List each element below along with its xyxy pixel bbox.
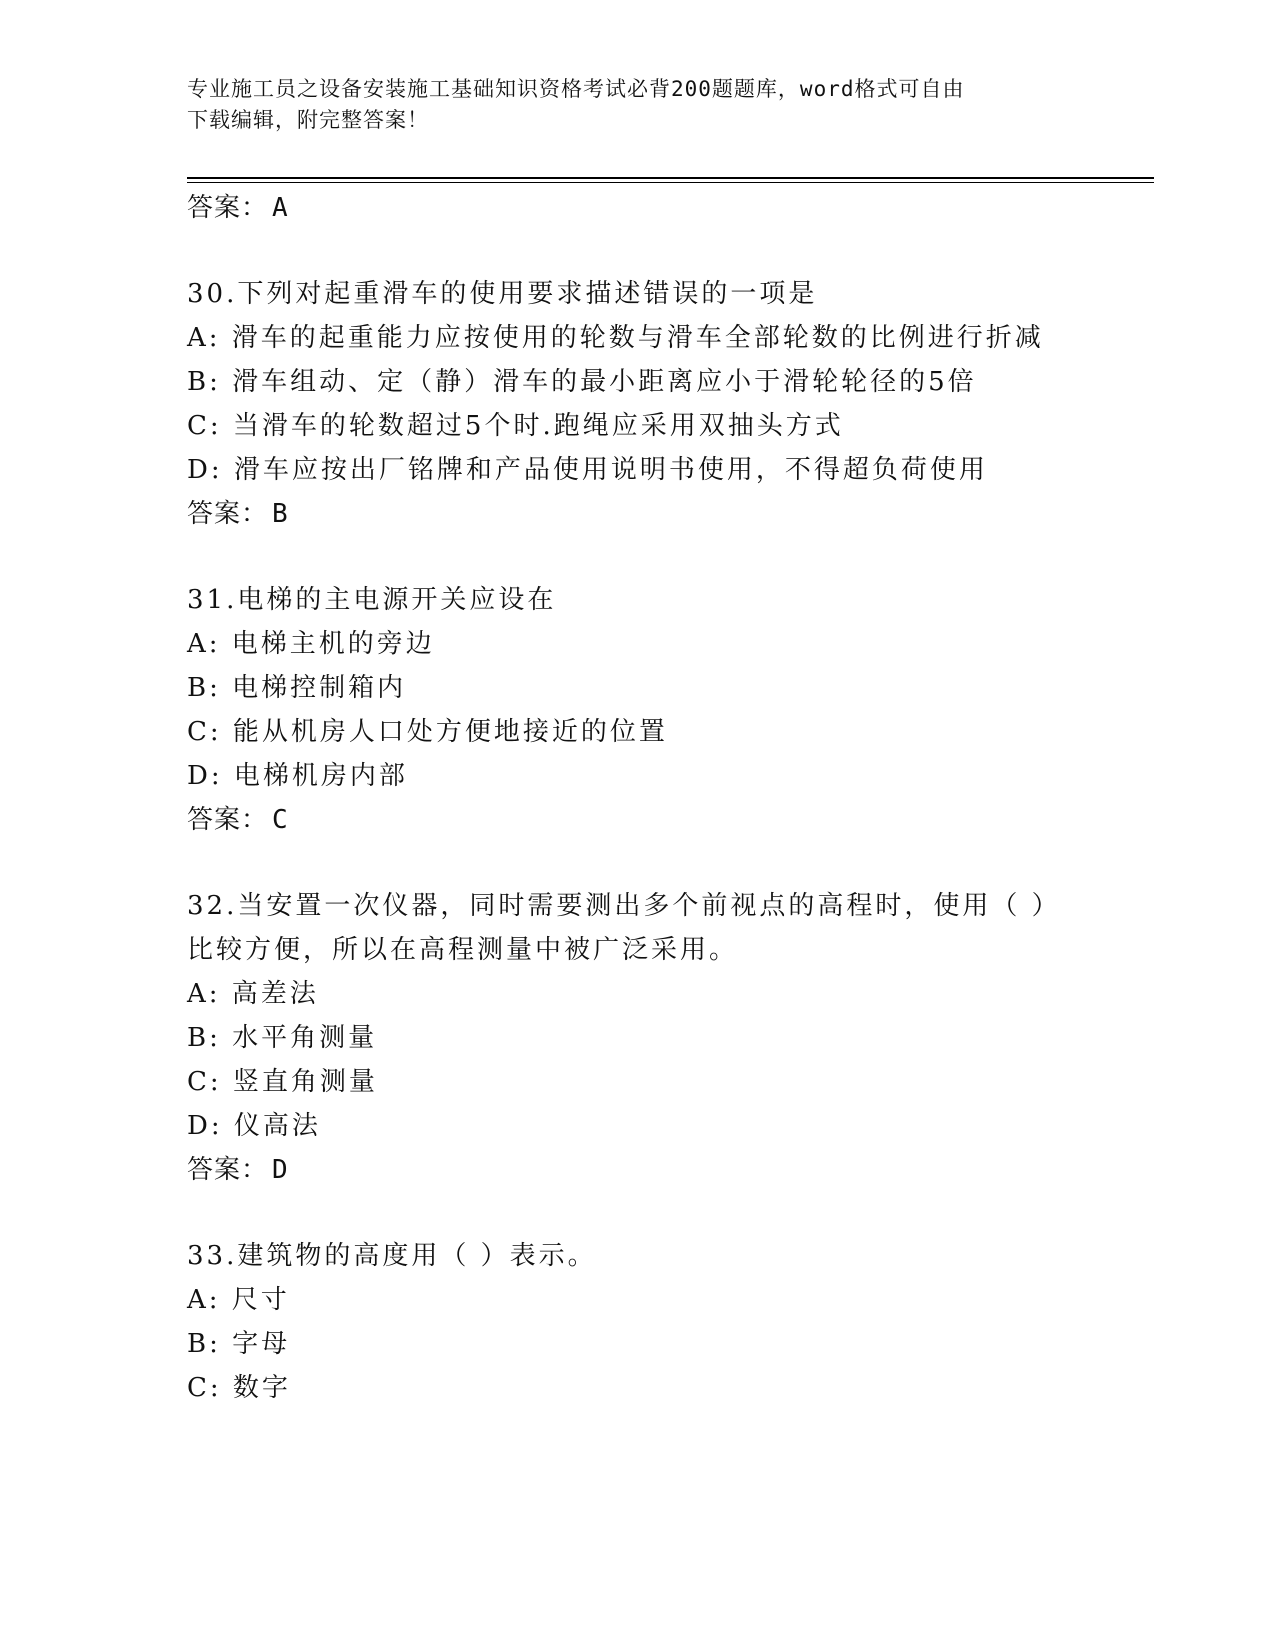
answer-label: 答案： [187,1155,269,1185]
option-d: D: 仪高法 [187,1111,321,1141]
answer-label: 答案： [187,805,269,835]
option-b: B: 水平角测量 [187,1023,378,1053]
question-stem: 31.电梯的主电源开关应设在 [187,585,557,615]
option-b: B: 滑车组动、定（静）滑车的最小距离应小于滑轮轮径的5倍 [187,367,977,397]
question-stem: 33.建筑物的高度用（ ）表示。 [187,1241,597,1271]
answer-line [187,804,289,836]
option-b: B: 电梯控制箱内 [187,673,407,703]
question-stem: 30.下列对起重滑车的使用要求描述错误的一项是 [187,279,818,309]
option-d: D: 电梯机房内部 [187,761,408,791]
header-divider-thick [187,177,1154,179]
option-a: A: 滑车的起重能力应按使用的轮数与滑车全部轮数的比例进行折减 [187,323,1044,353]
answer-label: 答案： [187,193,269,223]
option-c: C: 数字 [187,1373,291,1403]
option-c: C: 当滑车的轮数超过5个时.跑绳应采用双抽头方式 [187,411,844,441]
option-a: A: 电梯主机的旁边 [187,629,435,659]
answer-value: A [272,193,289,223]
option-a: A: 尺寸 [187,1285,290,1315]
header-line-2: 下载编辑，附完整答案！ [187,108,429,132]
answer-value: D [272,1155,289,1185]
header-divider-thin [187,182,1154,183]
answer-line [187,192,289,224]
page-header [187,74,1087,136]
question-stem-continued: 比较方便，所以在高程测量中被广泛采用。 [187,935,739,965]
option-a: A: 高差法 [187,979,319,1009]
answer-value: B [272,499,289,529]
question-stem: 32.当安置一次仪器，同时需要测出多个前视点的高程时，使用（ ） [187,891,1061,921]
answer-line [187,498,289,530]
option-c: C: 竖直角测量 [187,1067,378,1097]
option-c: C: 能从机房人口处方便地接近的位置 [187,717,668,747]
answer-value: C [272,805,289,835]
option-b: B: 字母 [187,1329,291,1359]
answer-label: 答案： [187,499,269,529]
answer-line [187,1154,289,1186]
option-d: D: 滑车应按出厂铭牌和产品使用说明书使用，不得超负荷使用 [187,455,988,485]
header-line-1: 专业施工员之设备安装施工基础知识资格考试必背200题题库，word格式可自由 [187,77,965,101]
